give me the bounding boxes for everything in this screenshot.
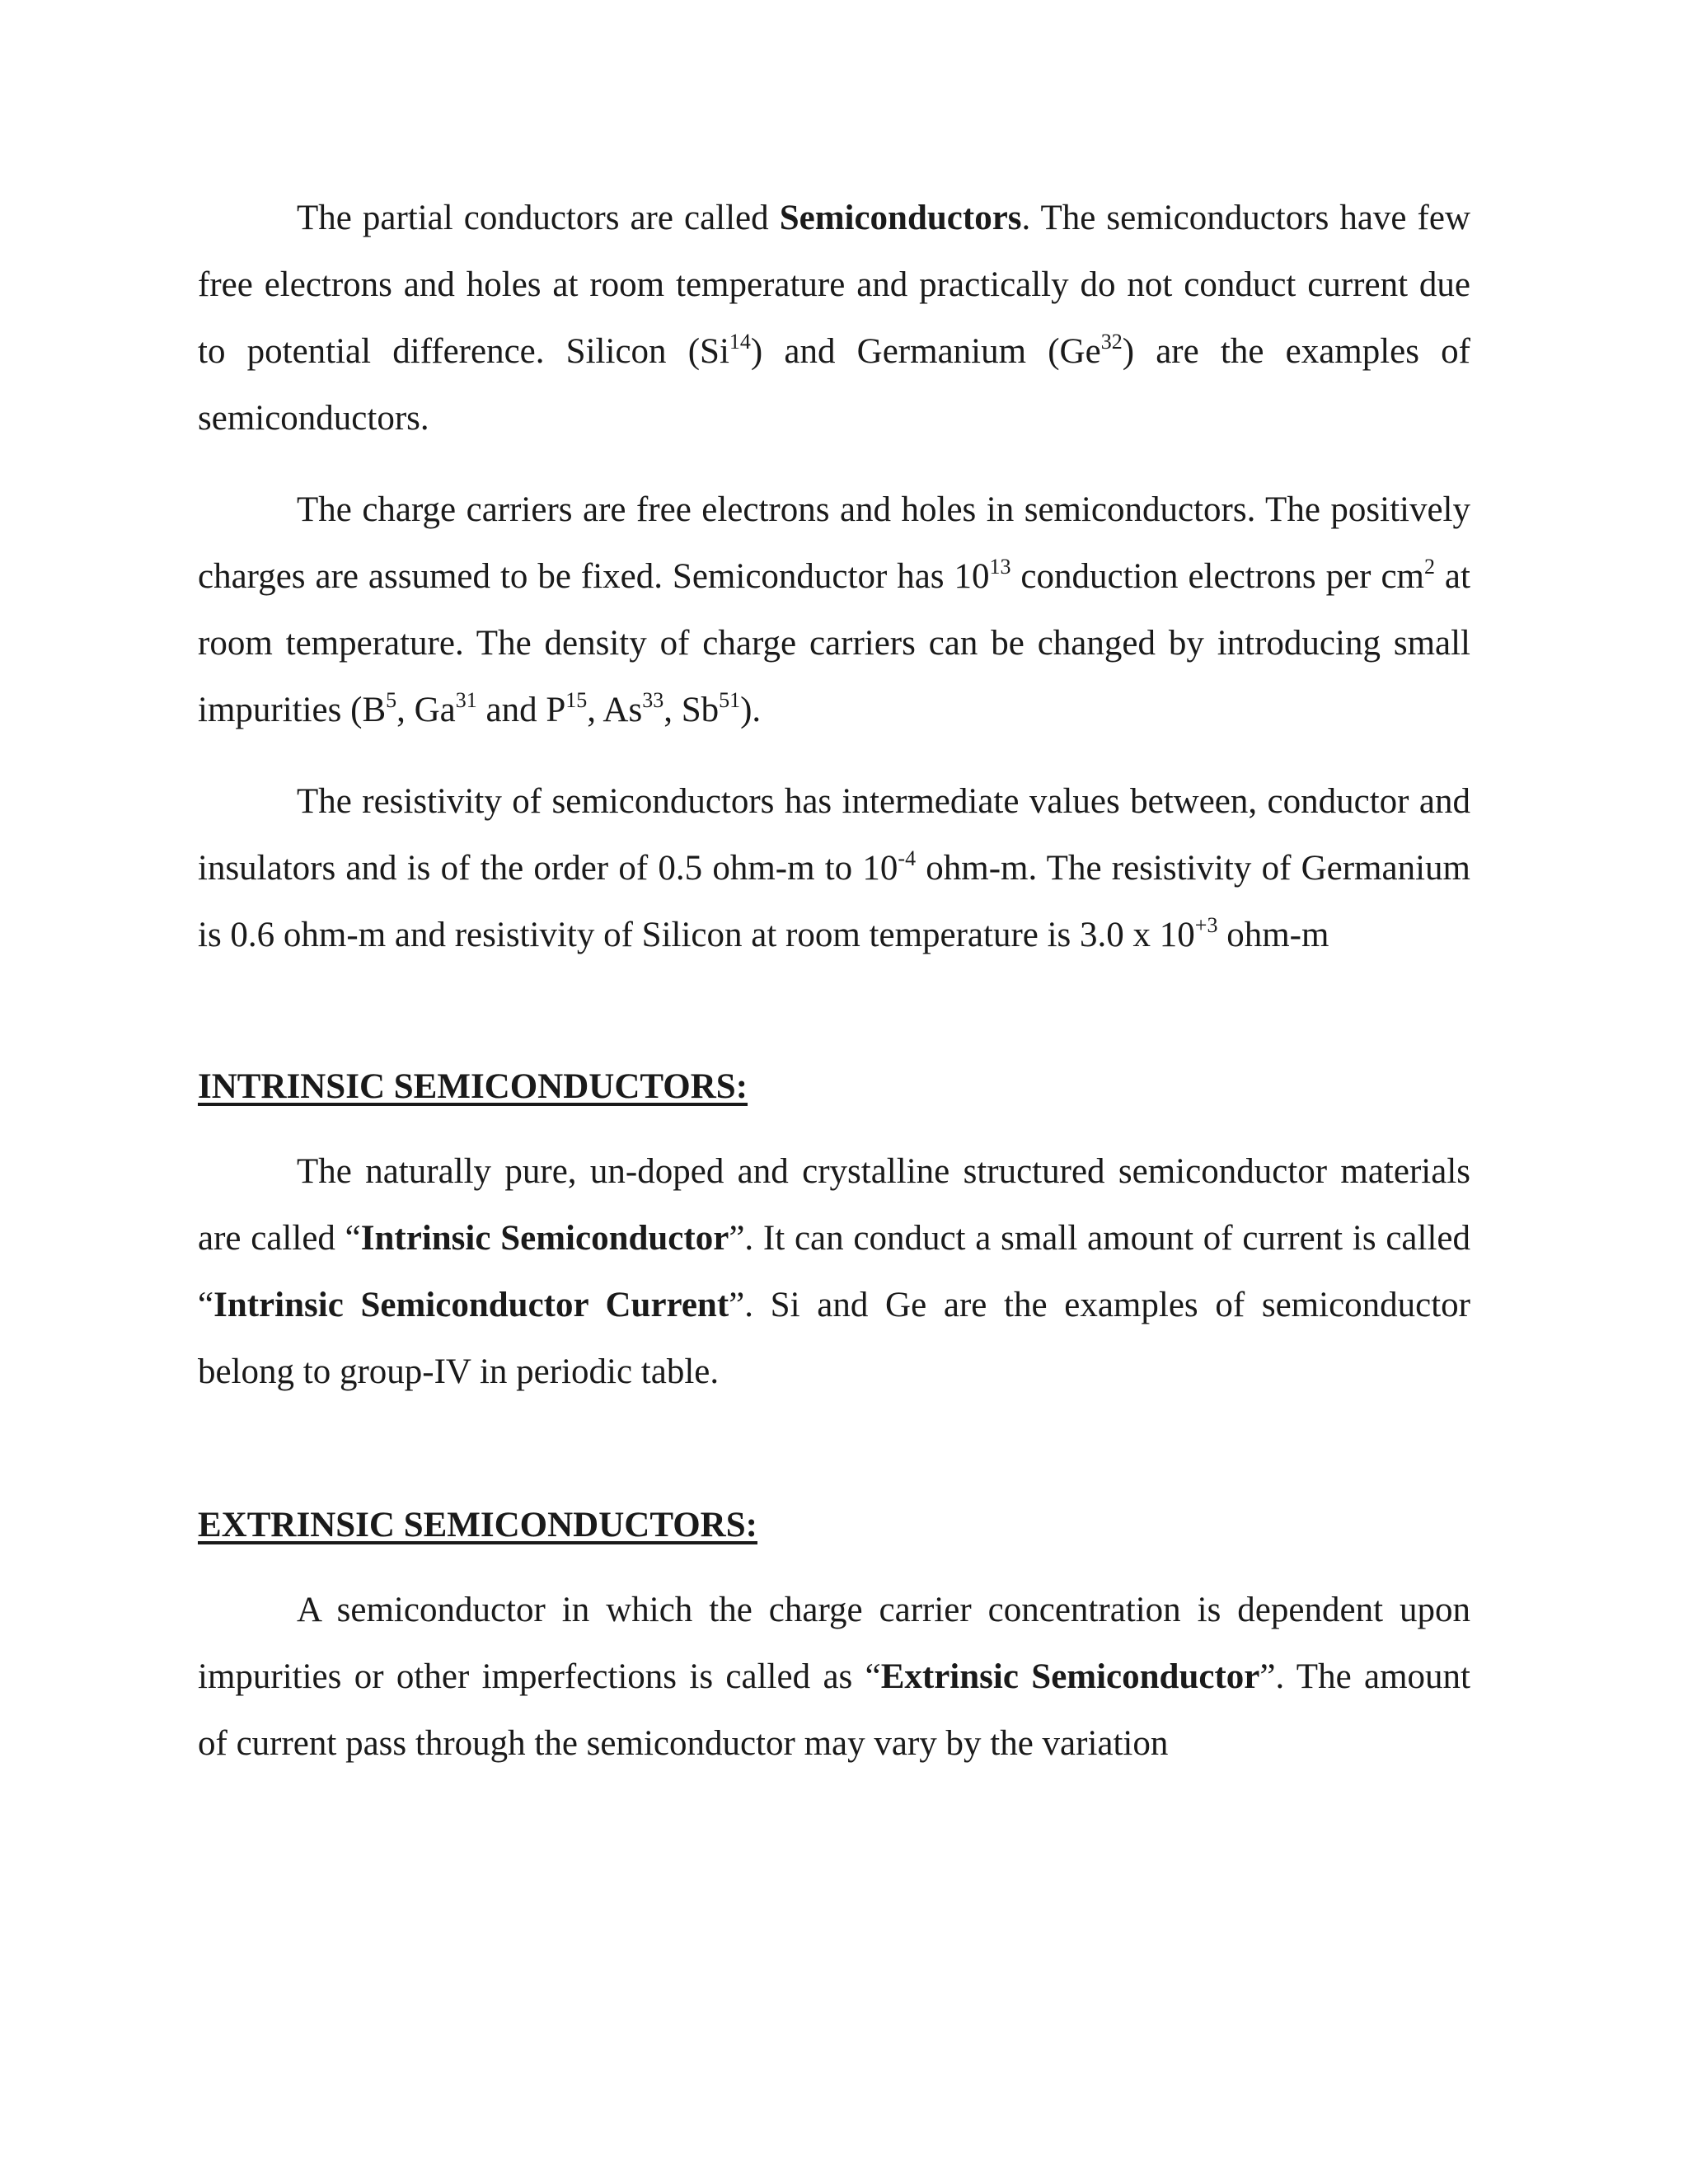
term-intrinsic-semiconductor-current: Intrinsic Semiconductor Current: [213, 1286, 729, 1324]
paragraph-extrinsic: A semiconductor in which the charge carrier concentration is dependent upon impurities or other imperfections is called as “Extrinsic Semiconductor”. The amount of current pass through the semiconductor may vary by the variation: [198, 1591, 1470, 1763]
heading-extrinsic-semiconductors: EXTRINSIC SEMICONDUCTORS:: [198, 1506, 757, 1544]
term-semiconductors: Semiconductors: [779, 199, 1022, 237]
document-page: [198, 185, 1470, 1777]
heading-intrinsic-semiconductors: INTRINSIC SEMICONDUCTORS:: [198, 1067, 748, 1106]
term-extrinsic-semiconductor: Extrinsic Semiconductor: [880, 1657, 1260, 1696]
paragraph-intrinsic: The naturally pure, un-doped and crystalline structured semiconductor materials are called “Intrinsic Semiconductor”. It can conduct a small amount of current is called “Intrinsic Semiconductor Current”. Si and Ge are the examples of semiconductor belong to group-IV in periodic table.: [198, 1152, 1471, 1391]
paragraph-charge-carriers: The charge carriers are free electrons and holes in semiconductors. The positively charges are assumed to be fixed. Semiconductor has $10^{13}$ conduction electrons per $cm^2$ at room temperature. The density of charge carriers can be changed by introducing small impurities ($B^5$, Ga$^{31}$ and $P^{15}$, As$^{33}$, Sb$^{51}$).: [198, 490, 1470, 729]
paragraph-resistivity: The resistivity of semiconductors has intermediate values between, conductor and insulators and is of the order of 0.5 ohm-m to $10^{-4}$ ohm-m. The resistivity of Germanium is 0.6 ohm-m and resistivity of Silicon at room temperature is 3.0 x $10^{+3}$ ohm-m: [198, 782, 1470, 954]
paragraph-semiconductors-definition: The partial conductors are called Semiconductors. The semiconductors have few free electrons and holes at room temperature and practically do not conduct current due to potential difference. Silicon (Si$^{14}$) and Germanium (Ge$^{32}$) are the examples of semiconductors.: [198, 199, 1470, 438]
term-intrinsic-semiconductor: Intrinsic Semiconductor: [360, 1219, 729, 1258]
